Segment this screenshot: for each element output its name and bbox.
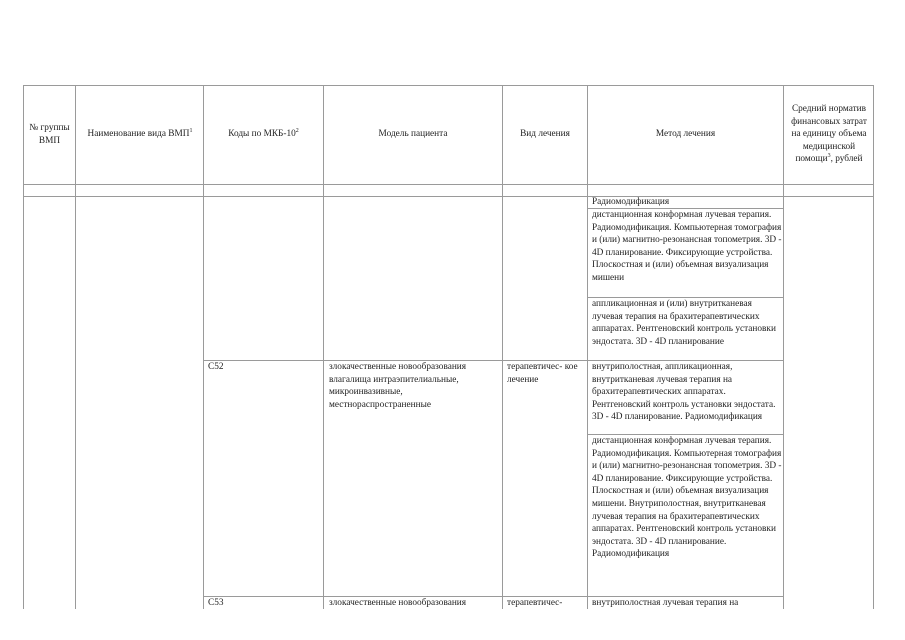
column-divider-6 — [783, 85, 784, 609]
header-average-cost — [790, 85, 868, 184]
icd-code-c53: С53 — [208, 598, 224, 608]
footnote-1: 1 — [189, 128, 193, 135]
method-cell-1: Радиомодификация — [592, 197, 670, 207]
patient-model-c52: злокачественные новообразования влагалища интраэпителиальные, микроинвазивные, местнораспространенные — [329, 362, 467, 410]
header-group-number — [24, 85, 75, 184]
header-group-number-label: № группы ВМП — [29, 122, 70, 146]
header-bottom-line — [23, 184, 874, 185]
header-vmp-type-label — [88, 128, 193, 141]
medical-care-table — [23, 85, 874, 609]
treatment-type-c52: терапевтичес- кое лечение — [507, 362, 578, 385]
icd-code-c52: С52 — [208, 362, 224, 372]
header-vmp-type-text: Наименование вида ВМП — [87, 129, 190, 140]
header-treatment-type — [503, 85, 587, 184]
method-cell-5: дистанционная конформная лучевая терапия. Радиомодификация. Компьютерная томография и (или) магнитно-резонансная топометрия. 3D - 4D планирование. Фиксирующие устройства. Плоскостная и (или) объемная визуализация мишени. Внутриполостная, внутритканевая лучевая терапия на брахитерапевтических аппаратах. Рентгеновский контроль установки эндостата. 3D - 4D планирование. Радиомодификация — [592, 436, 782, 560]
header-average-cost-text: Средний норматив финансовых затрат на единицу объема медицинской помощи — [791, 104, 867, 165]
table-border-right — [873, 85, 874, 609]
method-cell-3: аппликационная и (или) внутритканевая лучевая терапия на брахитерапевтических аппаратах. Рентгеновский контроль установки эндостата. 3D - 4D планирование — [592, 299, 776, 347]
method-cell-6: внутриполостная лучевая терапия на — [592, 598, 739, 608]
method-cell-4: внутриполостная, аппликационная, внутритканевая лучевая терапия на брахитерапевтических аппаратах. Рентгеновский контроль установки эндостата. 3D - 4D планирование. Радиомодификация — [592, 362, 776, 423]
header-patient-model — [324, 85, 502, 184]
header-icd-codes-text: Коды по МКБ-10 — [228, 129, 296, 140]
footnote-3: 3 — [827, 153, 831, 160]
header-vmp-type — [83, 85, 197, 184]
header-average-cost-unit: , рублей — [830, 154, 863, 165]
footnote-2: 2 — [295, 128, 299, 135]
header-patient-model-label: Модель пациента — [378, 129, 448, 140]
header-icd-codes — [204, 85, 323, 184]
header-icd-codes-label — [228, 128, 299, 141]
column-divider-1 — [75, 85, 76, 609]
header-treatment-type-label: Вид лечения — [520, 129, 570, 140]
patient-model-c53: злокачественные новообразования — [329, 598, 467, 608]
header-treatment-method-label: Метод лечения — [655, 129, 716, 140]
header-average-cost-label — [790, 103, 868, 166]
header-treatment-method — [588, 85, 783, 184]
treatment-type-c53: терапевтичес- — [507, 598, 563, 608]
method-cell-2: дистанционная конформная лучевая терапия. Радиомодификация. Компьютерная томография и (или) магнитно-резонансная топометрия. 3D - 4D планирование. Фиксирующие устройства. Плоскостная и (или) объемная визуализация мишени — [592, 210, 782, 283]
